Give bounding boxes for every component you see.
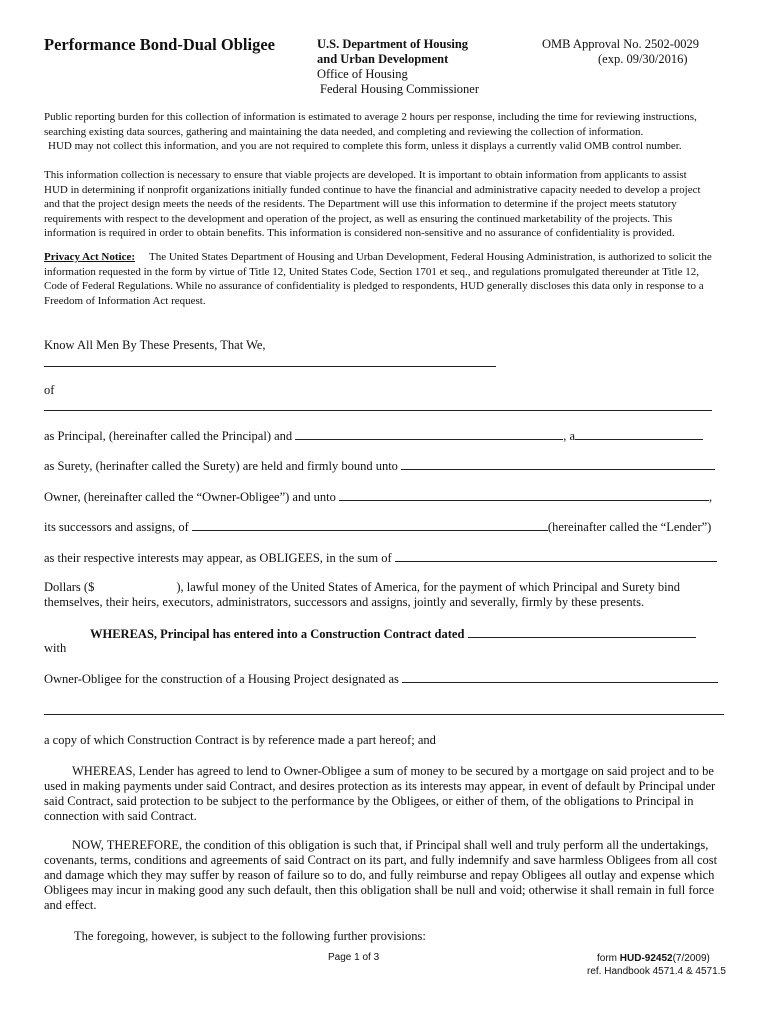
principal-name-field[interactable]	[44, 366, 496, 367]
burden-statement	[44, 110, 697, 154]
collection-line: and that the project design meets the needs of the residents. The Department will use this information to determine if the project meets statutory	[44, 198, 677, 210]
know-all-men: Know All Men By These Presents, That We,	[44, 338, 266, 352]
principal-clause-a: , a	[563, 429, 576, 443]
burden-line: searching existing data sources, gathering and maintaining the data needed, and completing and reviewing the collection of information.	[44, 125, 644, 138]
form-id-block	[587, 952, 726, 978]
form-number: HUD-92452	[619, 953, 673, 964]
surety-clause-text: as Surety, (herinafter called the Surety) are held and firmly bound unto	[44, 459, 398, 473]
whereas-lender-line: connection with said Contract.	[44, 809, 197, 823]
principal-clause	[44, 428, 703, 444]
burden-line: HUD may not collect this information, and you are not required to complete this form, unless it displays a currently valid OMB control number.	[48, 140, 682, 152]
handbook-reference: ref. Handbook 4571.4 & 4571.5	[587, 966, 726, 977]
agency-line-1: U.S. Department of Housing	[317, 37, 469, 51]
now-therefore-line: Obligees may incur in making good any such default, then this obligation shall be null and void; otherwise it shall remain in full force	[44, 883, 714, 897]
whereas-lender-line: used in making payments under said Contract, and desires protection as its interests may appear, in event of default by Principal under	[44, 779, 716, 793]
agency-line-2: and Urban Development	[317, 52, 449, 66]
owner-obligee-clause	[44, 671, 718, 687]
owner-obligee-text: Owner-Obligee for the construction of a Housing Project designated as	[44, 672, 399, 686]
agency-block	[317, 37, 479, 97]
copy-clause: a copy of which Construction Contract is by reference made a part hereof; and	[44, 733, 436, 747]
dollars-clause-line-2: themselves, their heirs, executors, administrators, successors and assigns, jointly and severally, firmly by these presents.	[44, 595, 645, 609]
surety-type-field[interactable]	[575, 428, 703, 440]
whereas-contract	[90, 626, 696, 642]
lender-address-field[interactable]	[192, 519, 548, 531]
whereas-contract-text: WHEREAS, Principal has entered into a Construction Contract dated	[90, 627, 465, 641]
omb-expiration: (exp. 09/30/2016)	[598, 52, 688, 66]
sum-words-field[interactable]	[395, 550, 717, 562]
obligees-clause	[44, 550, 717, 566]
whereas-lender-line: said Contract, said protection to be subject to the performance by the Obligees, or either of them, of the obligations to Principal in	[44, 794, 694, 808]
now-therefore-line: and effect.	[44, 898, 97, 912]
privacy-line: information requested in the form by virtue of Title 12, United States Code, Section 1701 et seq., and regulations promulgated thereunder at Title 12,	[44, 265, 699, 278]
foregoing-clause: The foregoing, however, is subject to the following further provisions:	[74, 929, 426, 943]
owner-name-field[interactable]	[401, 458, 715, 470]
collection-line: requirements with respect to the development and operation of the project, as well as ensuring the continued marketability of the projects. This	[44, 212, 673, 225]
collection-line: information is required in order to obtain benefits. This information is considered non-sensitive and no assurance of confidentiality is provided.	[44, 227, 675, 239]
form-prefix: form	[597, 953, 620, 964]
now-therefore-line: and damage which they may suffer by reason of failure so to do, and fully reimburse and repay Obligees all outlay and expense which	[44, 868, 715, 882]
owner-clause-text: Owner, (hereinafter called the “Owner-Obligee”) and unto	[44, 490, 336, 504]
collection-line: HUD in determining if nonprofit organizations initially funded continue to have the financial and administrative capacity needed to develop a project	[44, 183, 701, 196]
now-therefore-line: covenants, terms, conditions and agreements of said Contract on its part, and fully indemnify and save harmless Obligees from all cost	[44, 853, 718, 867]
owner-clause	[44, 489, 712, 505]
surety-name-field[interactable]	[295, 428, 563, 440]
collection-line: This information collection is necessary to ensure that viable projects are developed. It is important to obtain information from applicants to assist	[44, 169, 687, 181]
lender-name-field[interactable]	[339, 489, 709, 501]
omb-block	[542, 37, 699, 67]
successors-clause-text: its successors and assigns, of	[44, 520, 189, 534]
burden-line: Public reporting burden for this collection of information is estimated to average 2 hours per response, including the time for reviewing instructions,	[44, 111, 697, 123]
privacy-line: Code of Federal Regulations. While no assurance of confidentiality is pledged to respondents, HUD generally discloses this data only in response to a	[44, 280, 704, 292]
agency-line-3: Office of Housing	[317, 67, 408, 81]
principal-address-field[interactable]	[44, 410, 712, 411]
with-label: with	[44, 641, 67, 655]
dollars-clause	[44, 580, 680, 610]
now-therefore	[44, 838, 717, 913]
successors-clause	[44, 519, 711, 535]
principal-clause-text: as Principal, (hereinafter called the Principal) and	[44, 429, 293, 443]
project-designation-field-2[interactable]	[44, 714, 724, 715]
contract-date-field[interactable]	[468, 626, 696, 638]
whereas-lender	[44, 764, 715, 824]
collection-statement	[44, 168, 701, 241]
privacy-line: Freedom of Information Act request.	[44, 294, 206, 307]
omb-approval: OMB Approval No. 2502-0029	[542, 37, 699, 51]
surety-clause	[44, 458, 715, 474]
lender-label: (hereinafter called the “Lender”)	[547, 520, 712, 534]
form-title: Performance Bond-Dual Obligee	[44, 35, 275, 54]
now-therefore-line: NOW, THEREFORE, the condition of this obligation is such that, if Principal shall well and truly perform all the undertakings,	[72, 838, 709, 852]
of-label: of	[44, 383, 55, 397]
privacy-act-notice	[44, 250, 712, 308]
whereas-lender-line: WHEREAS, Lender has agreed to lend to Owner-Obligee a sum of money to be secured by a mortgage on said project and to be	[72, 764, 714, 778]
privacy-line: The United States Department of Housing and Urban Development, Federal Housing Administration, is authorized to solicit the	[149, 251, 712, 263]
project-designation-field[interactable]	[402, 671, 718, 683]
dollars-label: Dollars ($	[44, 580, 95, 594]
dollars-clause-text: ), lawful money of the United States of America, for the payment of which Principal and Surety bind	[176, 580, 681, 594]
owner-clause-comma: ,	[708, 490, 713, 504]
agency-line-4: Federal Housing Commissioner	[320, 82, 480, 96]
privacy-act-label: Privacy Act Notice:	[44, 251, 136, 263]
obligees-clause-text: as their respective interests may appear, as OBLIGEES, in the sum of	[44, 551, 392, 565]
form-date: (7/2009)	[672, 953, 710, 964]
page-number: Page 1 of 3	[328, 952, 380, 963]
